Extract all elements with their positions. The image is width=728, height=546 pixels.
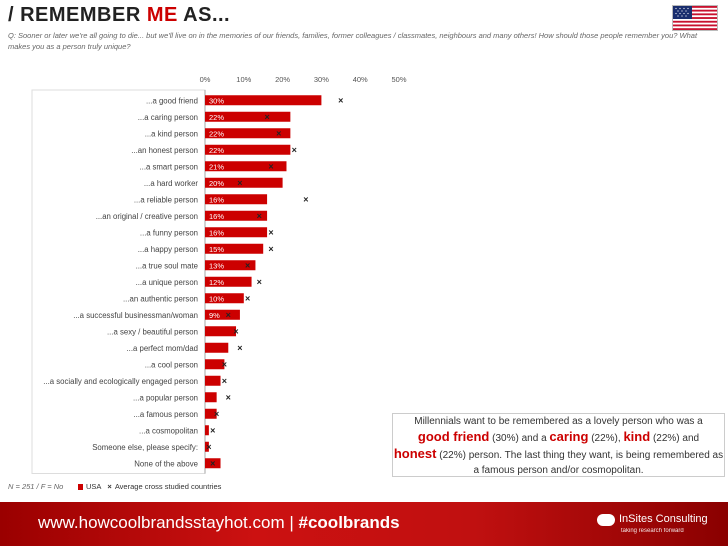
- category-label: ...a caring person: [137, 112, 198, 122]
- callout-term-caring: caring: [549, 429, 589, 444]
- bar-data-label: 10%: [209, 294, 225, 304]
- average-x-marker: ×: [206, 441, 212, 452]
- average-x-marker: ×: [225, 309, 231, 320]
- category-label: Someone else, please specify:: [92, 442, 198, 452]
- bar-data-label: 16%: [209, 228, 225, 238]
- category-label: ...a cool person: [144, 360, 198, 370]
- bar-data-label: 22%: [209, 129, 225, 139]
- callout-term-good-friend: good friend: [417, 429, 490, 444]
- bar-data-label: 9%: [209, 310, 220, 320]
- category-label: ...a true soul mate: [135, 261, 198, 271]
- legend-swatch-usa: [78, 484, 83, 490]
- category-label: ...a successful businessman/woman: [73, 310, 198, 320]
- bar-usa: [205, 425, 209, 435]
- average-x-marker: ×: [245, 260, 251, 271]
- callout-text-1: (30%) and a: [489, 433, 550, 444]
- category-label: ...a kind person: [144, 129, 198, 139]
- footer-hashtag: #coolbrands: [298, 513, 400, 532]
- average-x-marker: ×: [256, 276, 262, 287]
- x-tick-label: 0%: [199, 75, 211, 84]
- average-x-marker: ×: [225, 392, 231, 403]
- average-x-marker: ×: [214, 408, 220, 419]
- category-label: ...a famous person: [133, 409, 198, 419]
- callout-text-2: (22%),: [588, 433, 624, 444]
- category-label: ...an authentic person: [123, 294, 198, 304]
- bar-data-label: 22%: [209, 112, 225, 122]
- callout-text-3: (22%) and: [650, 433, 700, 444]
- callout-intro: Millennials want to be remembered as a lovely person who was a: [414, 416, 703, 427]
- brand-name: InSites Consulting: [619, 513, 708, 525]
- x-tick-label: 40%: [352, 75, 368, 84]
- legend-item-usa: [78, 482, 101, 491]
- average-x-marker: ×: [268, 161, 274, 172]
- average-x-marker: ×: [210, 458, 216, 469]
- footer-banner: [0, 502, 728, 546]
- bar-data-label: 21%: [209, 162, 225, 172]
- category-label: ...a hard worker: [143, 178, 198, 188]
- bar-data-label: 30%: [209, 96, 225, 106]
- average-x-marker: ×: [338, 95, 344, 106]
- bar-usa: [205, 326, 239, 337]
- average-x-marker: ×: [291, 144, 297, 155]
- category-label: None of the above: [134, 459, 198, 469]
- category-label: ...a perfect mom/dad: [126, 343, 198, 353]
- title-highlight: ME: [146, 4, 178, 26]
- legend-label-usa: USA: [86, 482, 102, 491]
- bar-data-label: 13%: [209, 261, 225, 271]
- category-label: ...a happy person: [137, 244, 198, 254]
- chart-legend: [78, 482, 221, 491]
- category-label: ...an honest person: [131, 145, 198, 155]
- average-x-marker: ×: [276, 128, 282, 139]
- average-x-marker: ×: [245, 293, 251, 304]
- category-label: ...a smart person: [139, 162, 198, 172]
- bar-usa: [205, 376, 221, 386]
- category-label: ...a sexy / beautiful person: [106, 327, 198, 337]
- title-text-end: AS...: [177, 4, 231, 26]
- brand-tagline: taking research forward: [621, 528, 684, 534]
- average-x-marker: ×: [256, 210, 262, 221]
- bar-data-label: 20%: [209, 178, 225, 188]
- legend-label-average: Average cross studied countries: [114, 482, 222, 491]
- category-label: ...an original / creative person: [95, 211, 198, 221]
- bar-data-label: 12%: [209, 277, 225, 287]
- title-text: / REMEMBER: [8, 4, 147, 26]
- bar-data-label: 16%: [209, 211, 225, 221]
- category-label: ...a popular person: [132, 393, 198, 403]
- category-label: ...a socially and ecologically engaged person: [43, 376, 198, 386]
- bar-data-label: 16%: [209, 195, 225, 205]
- category-label: ...a reliable person: [133, 195, 198, 205]
- question-text: Q: Sooner or later we're all going to die... but we'll live on in the memories of our friends, families, former colleagues / classmates, neighbours and many others! How should those people remember you? What makes you as a person truly unique?: [8, 31, 698, 51]
- category-label: ...a good friend: [145, 96, 198, 106]
- bar-data-label: 22%: [209, 145, 225, 155]
- legend-x-marker-icon: ×: [107, 482, 112, 491]
- x-tick-label: 20%: [275, 75, 291, 84]
- average-x-marker: ×: [237, 177, 243, 188]
- average-x-marker: ×: [233, 326, 239, 337]
- average-x-marker: ×: [210, 425, 216, 436]
- category-label: ...a unique person: [135, 277, 198, 287]
- footer-url-link[interactable]: www.howcoolbrandsstayhot.com: [38, 513, 285, 532]
- x-tick-label: 10%: [236, 75, 252, 84]
- average-x-marker: ×: [237, 342, 243, 353]
- average-x-marker: ×: [264, 111, 270, 122]
- category-label: ...a cosmopolitan: [139, 426, 198, 436]
- average-x-marker: ×: [268, 227, 274, 238]
- callout-term-kind: kind: [623, 429, 651, 444]
- footer-separator: |: [289, 513, 294, 532]
- legend-item-average: [107, 482, 221, 491]
- insight-callout: [392, 413, 725, 477]
- callout-term-honest: honest: [393, 446, 437, 461]
- average-x-marker: ×: [221, 359, 228, 370]
- bar-usa: [205, 343, 228, 353]
- bar-data-label: 15%: [209, 244, 225, 254]
- x-tick-label: 50%: [391, 75, 407, 84]
- x-tick-label: 30%: [313, 75, 329, 84]
- callout-text-4: (22%) person. The last thing they want, is being remembered as a famous person and/or cosmopolitan.: [436, 450, 724, 476]
- sample-footnote: N = 251 / F = No: [8, 482, 64, 491]
- category-label: ...a funny person: [139, 228, 198, 238]
- average-x-marker: ×: [268, 243, 274, 254]
- insites-logo-icon: [597, 514, 615, 526]
- bar-usa: [205, 392, 217, 402]
- footer-url: [38, 513, 400, 533]
- average-x-marker: ×: [221, 375, 228, 386]
- average-x-marker: ×: [303, 194, 309, 205]
